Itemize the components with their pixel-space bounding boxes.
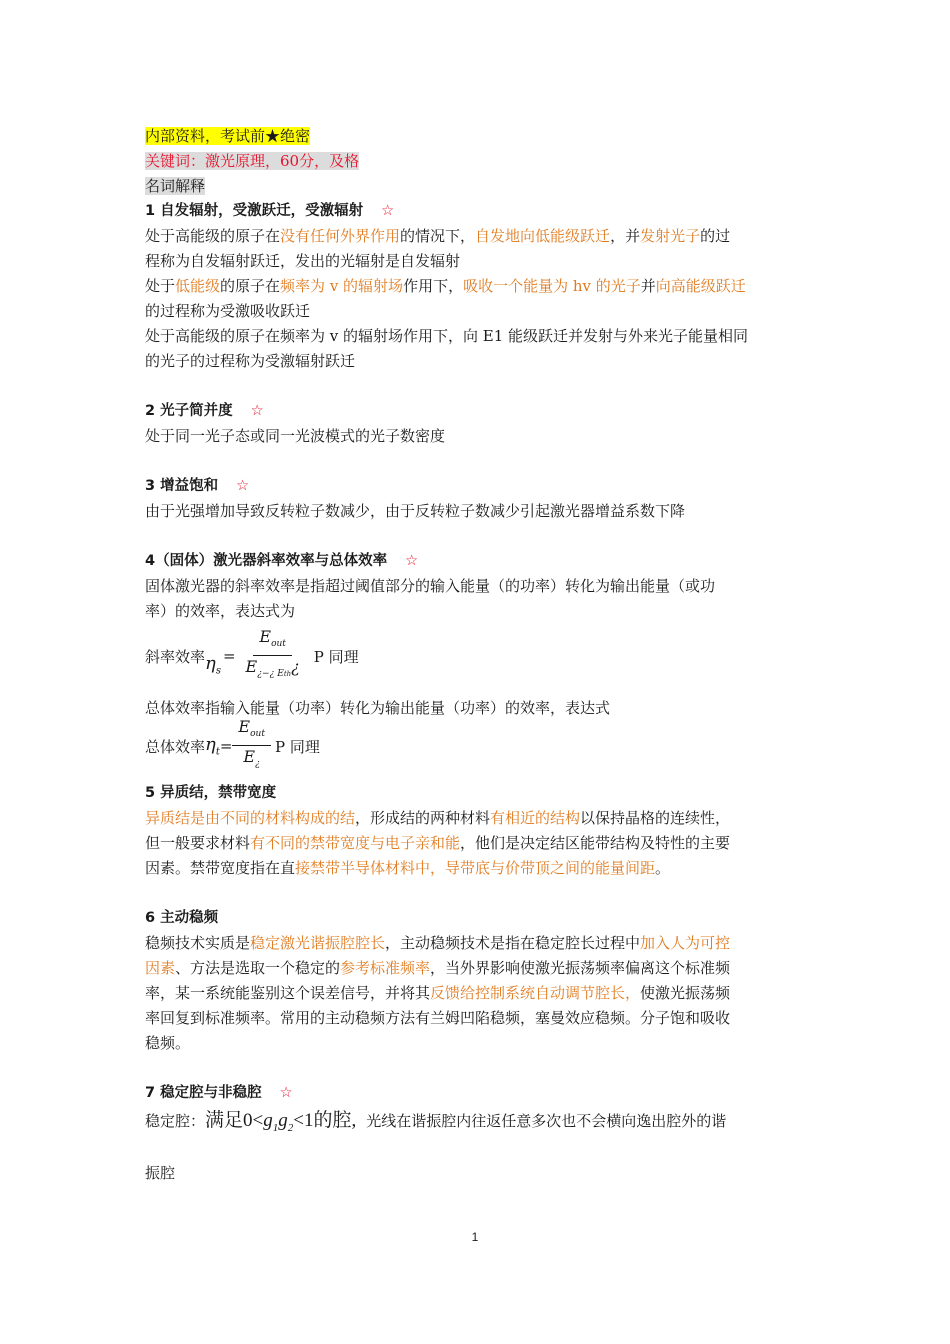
s5-line1: 异质结是由不同的材料构成的结，形成结的两种材料有相近的结构以保持晶格的连续性， — [145, 809, 731, 827]
fraction-numerator: $E_{out}$ — [232, 717, 271, 745]
highlight-text: 吸收一个能量为 hv 的光子 — [463, 277, 641, 295]
fraction-denominator: $E_¿$ — [243, 746, 260, 769]
highlight-text: 接禁带半导体材料中，导带底与价带顶之间的能量间距 — [295, 859, 656, 877]
s5-line2: 但一般要求材料有不同的禁带宽度与电子亲和能，他们是决定结区能带结构及特性的主要 — [145, 834, 731, 852]
section-6-title: 6 主动稳频 — [145, 910, 219, 926]
keywords: 关键词：激光原理，60分，及格 — [145, 152, 360, 170]
fraction-numerator: $E_{out}$ — [253, 627, 292, 655]
highlight-text: 发射光子 — [640, 227, 701, 245]
fraction — [240, 627, 306, 684]
highlight-text: 参考标准频率 — [340, 959, 431, 977]
section-3-title: 3 增益饱和 ☆ — [145, 478, 250, 494]
s6-line5: 稳频。 — [145, 1034, 191, 1052]
highlight-text: 低能级 — [175, 277, 221, 295]
page-content — [145, 124, 810, 1186]
highlight-text: 稳定激光谐振腔腔长 — [250, 934, 386, 952]
highlight-text: 异质结是由不同的材料构成的结 — [145, 809, 356, 827]
highlight-text: 向高能级跃迁 — [655, 277, 746, 295]
formula-label: 总体效率 — [145, 737, 206, 756]
s1-p1-line1: 处于高能级的原子在没有任何外界作用的情况下，自发地向低能级跃迁，并发射光子的过 — [145, 227, 731, 245]
stability-condition: 满足$0<g_1g_2<1$的腔, — [205, 1110, 357, 1134]
highlight-text: 因素 — [145, 959, 176, 977]
highlight-text: 反馈给控制系统自动调节腔长， — [430, 984, 641, 1002]
s6-line1: 稳频技术实质是稳定激光谐振腔腔长，主动稳频技术是指在稳定腔长过程中加入人为可控 — [145, 934, 731, 952]
equals-sign: = — [222, 647, 236, 665]
s2-body: 处于同一光子态或同一光波模式的光子数密度 — [145, 427, 446, 445]
fraction — [232, 717, 271, 774]
total-efficiency-formula — [145, 717, 810, 771]
highlight-text: 有不同的禁带宽度与电子亲和能 — [250, 834, 461, 852]
highlight-text: 有相近的结构 — [490, 809, 581, 827]
formula-note: P 同理 — [274, 737, 320, 756]
eta-symbol: $\eta_t$ — [205, 734, 220, 758]
slope-efficiency-formula — [145, 624, 810, 688]
section-4-title: 4（固体）激光器斜率效率与总体效率 ☆ — [145, 553, 419, 569]
highlight-text: 自发地向低能级跃迁 — [475, 227, 611, 245]
stable-cavity-label: 稳定腔： — [145, 1112, 206, 1130]
star-icon: ☆ — [279, 1085, 293, 1101]
page-number: 1 — [471, 1230, 479, 1244]
s1-p1-line2: 程称为自发辐射跃迁，发出的光辐射是自发辐射 — [145, 252, 461, 270]
highlight-text: 频率为 v 的辐射场 — [280, 277, 404, 295]
header-notice-line — [145, 124, 810, 149]
section-5-title: 5 异质结，禁带宽度 — [145, 785, 277, 801]
confidential-notice: 内部资料，考试前★绝密 — [145, 127, 311, 145]
formula-note: P 同理 — [313, 647, 359, 666]
star-icon: ☆ — [250, 403, 264, 419]
highlight-text: 没有任何外界作用 — [280, 227, 401, 245]
s7-line1: 稳定腔：满足$0<g_1g_2<1$的腔, 光线在谐振腔内往返任意多次也不会横向逸出腔外的谐 — [145, 1110, 727, 1134]
eta-symbol: $\eta_s$ — [205, 653, 221, 677]
s6-line3: 率，某一系统能鉴别这个误差信号，并将其反馈给控制系统自动调节腔长，使激光振荡频 — [145, 984, 731, 1002]
s1-p3-line2: 的光子的过程称为受激辐射跃迁 — [145, 352, 356, 370]
category-label: 名词解释 — [145, 177, 206, 195]
highlight-text: 加入人为可控 — [640, 934, 731, 952]
equals-sign: = — [219, 737, 233, 755]
s6-line2: 因素、方法是选取一个稳定的参考标准频率，当外界影响使激光振荡频率偏离这个标准频 — [145, 959, 731, 977]
star-icon: ☆ — [236, 478, 250, 494]
s4-body2: 总体效率指输入能量（功率）转化为输出能量（功率）的效率，表达式 — [145, 699, 611, 717]
formula-label: 斜率效率 — [145, 647, 206, 666]
section-2-title: 2 光子简并度 ☆ — [145, 403, 264, 419]
s6-line4: 率回复到标准频率。常用的主动稳频方法有兰姆凹陷稳频，塞曼效应稳频。分子饱和吸收 — [145, 1009, 731, 1027]
category-line — [145, 174, 810, 199]
star-icon: ☆ — [405, 553, 419, 569]
s1-p3-line1: 处于高能级的原子在频率为 v 的辐射场作用下，向 E1 能级跃迁并发射与外来光子能量相同 — [145, 327, 749, 345]
section-7-title: 7 稳定腔与非稳腔 ☆ — [145, 1085, 293, 1101]
s4-body-line1: 固体激光器的斜率效率是指超过阈值部分的输入能量（的功率）转化为输出能量（或功 — [145, 577, 716, 595]
section-1-title: 1 自发辐射，受激跃迁，受激辐射 ☆ — [145, 203, 395, 219]
s3-body: 由于光强增加导致反转粒子数减少，由于反转粒子数减少引起激光器增益系数下降 — [145, 502, 686, 520]
s5-line3: 因素。禁带宽度指在直接禁带半导体材料中，导带底与价带顶之间的能量间距。 — [145, 859, 671, 877]
s1-p2-line2: 的过程称为受激吸收跃迁 — [145, 302, 311, 320]
s1-p2-line1: 处于低能级的原子在频率为 v 的辐射场作用下，吸收一个能量为 hv 的光子并向高能级跃迁 — [145, 277, 746, 295]
s4-body-line2: 率）的效率，表达式为 — [145, 602, 296, 620]
star-icon: ☆ — [381, 203, 395, 219]
s7-line2: 振腔 — [145, 1163, 176, 1182]
fraction-denominator: $E_{¿-¿ Eth}¿$ — [245, 656, 300, 679]
keywords-line — [145, 149, 810, 174]
